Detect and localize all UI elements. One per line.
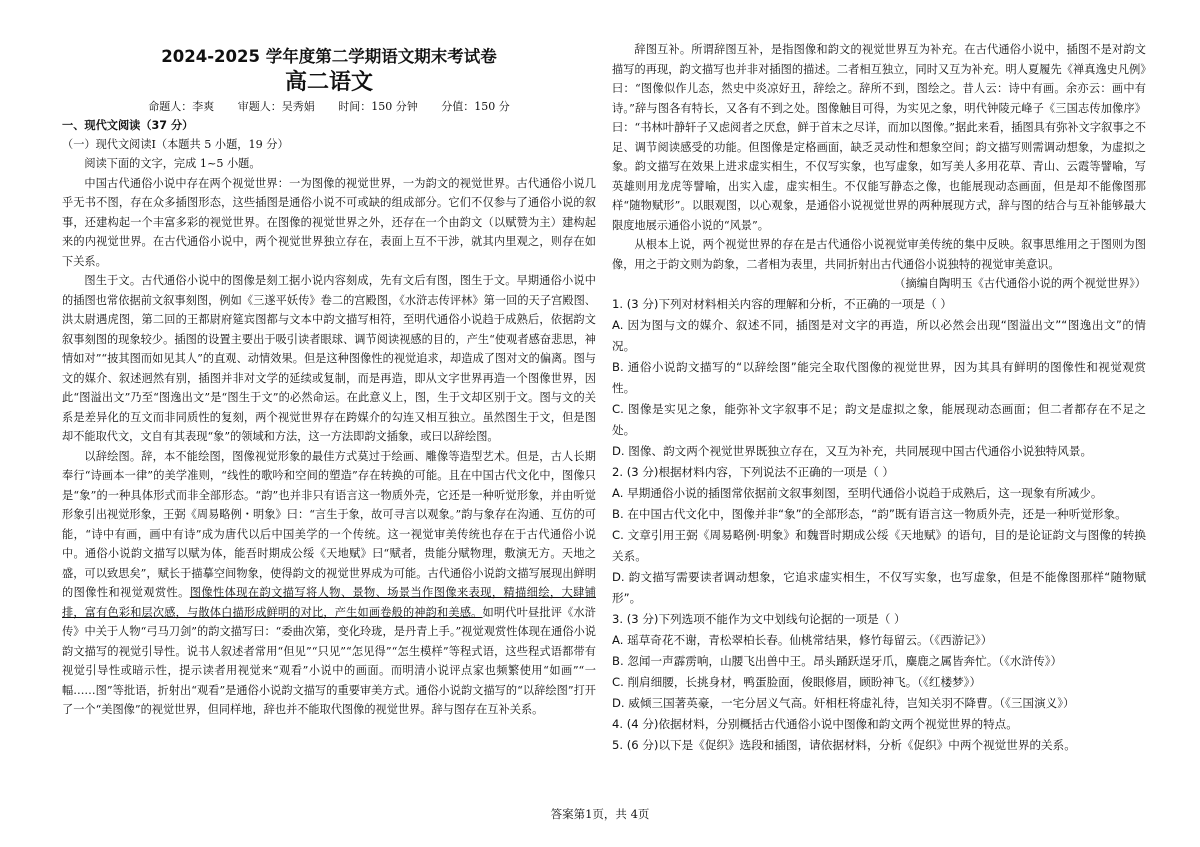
question-2 — [612, 462, 1146, 609]
section-title: 一、现代文阅读（37 分） — [62, 119, 194, 132]
question-stem: 3. (3 分)下列选项不能作为文中划线句论据的一项是（ ） — [612, 611, 906, 626]
subsection-title: （一）现代文阅读Ⅰ（本题共 5 小题，19 分） — [62, 138, 289, 151]
option-a: A. 瑶草奇花不谢，青松翠柏长春。仙桃常结果，修竹每留云。（《西游记》） — [612, 632, 993, 647]
subject-title: 高二语文 — [284, 70, 373, 95]
option-d: D. 韵文描写需要读者调动想象，它追求虚实相生，不仅写实象，也写虚象，但是不能像图那样“随物赋形”。 — [612, 569, 1146, 605]
option-a: A. 早期通俗小说的插图常依据前文叙事刻图，至明代通俗小说趋于成熟后，这一现象有所减少。 — [612, 485, 1103, 500]
left-column — [62, 40, 596, 720]
option-b: B. 通俗小说韵文描写的“以辞绘图”能完全取代图像的视觉世界，因为其具有鲜明的图像性和视觉观赏性。 — [612, 359, 1146, 395]
question-4: 4. (4 分)依据材料，分别概括古代通俗小说中图像和韵文两个视觉世界的特点。 — [612, 716, 1018, 731]
option-a: A. 因为图与文的媒介、叙述不同，插图是对文字的再造，所以必然会出现“图溢出文”“图逸出文”的情况。 — [612, 317, 1146, 353]
passage-source: （摘编自陶明玉《古代通俗小说的两个视觉世界》） — [894, 277, 1146, 290]
paragraph-3-part-b: 如明代叶昼批评《水浒传》中关于人物“弓马刀剑”的韵文描写曰：“委曲次第，变化玲珑，是丹青上手。”视觉观赏性体现在通俗小说韵文描写的视觉引导性。说书人叙述者常用“但见”“只见”“怎见得”“怎生模样”等程式语，这些程式语都带有视觉引导性或暗示性，提示读者用视觉来“观看”小说中的画面。而明清小说评点家也频繁使用“如画”“一幅……图”等批语，折射出“观看”是通俗小说韵文描写的重要审美方式。通俗小说韵文描写的“以辞绘图”打开了一个“美图像”的视觉世界，但同样地，辞也并不能取代图像的视觉世界。辞与图存在互补关系。 — [62, 605, 596, 716]
page-footer: 答案第1页，共 4页 — [550, 807, 650, 821]
option-c: C. 削肩细腰，长挑身材，鸭蛋脸面，俊眼修眉，顾盼神飞。（《红楼梦》） — [612, 674, 982, 689]
question-stem: 2. (3 分)根据材料内容，下列说法不正确的一项是（ ） — [612, 464, 895, 479]
option-b: B. 忽闻一声霹雳响，山腰飞出兽中王。昂头踊跃逞牙爪，麋鹿之属皆奔忙。（《水浒传》） — [612, 653, 1063, 668]
setter: 命题人：李爽 — [148, 100, 215, 113]
exam-title: 2024-2025 学年度第二学期语文期末考试卷 — [161, 47, 497, 66]
question-1 — [612, 294, 1146, 462]
passage-paragraph-5: 从根本上说，两个视觉世界的存在是古代通俗小说视觉审美传统的集中反映。叙事思维用之于图则为图像，用之于韵文则为韵象，二者相为表里，共同折射出古代通俗小说独特的视觉审美意识。 — [612, 238, 1146, 271]
instruction: 阅读下面的文字，完成 1~5 小题。 — [84, 157, 261, 170]
underlined-sentence: 图像性体现在韵文描写将人物、景物、场景当作图像来表现，精描细绘，大肆铺排，富有色彩和层次感，与散体白描形成鲜明的对比，产生如画卷般的神韵和美感。 — [62, 586, 596, 619]
exam-time: 时间：150 分钟 — [338, 100, 418, 113]
passage-paragraph-2: 图生于文。古代通俗小说中的图像是刻工据小说内容刻成，先有文后有图，图生于文。早期通俗小说中的插图也常依据前文叙事刻图，例如《三遂平妖传》卷二的宫殿图，《水浒志传评林》第一回的天子宫殿图、洪太尉遇虎图，第二回的王都尉府筵宾图都与文本中韵文描写相符，至明代通俗小说趋于成熟后，依据韵文叙事刻图的现象较少。插图的设置主要出于吸引读者眼球、调节阅读视感的目的，产生“使观者感奋悲思，神情如对”“披其图而如见其人”的直观、动情效果。但是这种图像性的视觉追求，却造成了图对文的偏离。图与文的媒介、叙述迥然有别，插图并非对文学的延续或复制，而是再造，即从文字世界再造一个图像世界，因此“图溢出文”乃至“图逸出文”是“图生于文”的必然命运。在此意义上，图，生于文却区别于文。图与文的关系是差异化的互文而非同质性的复刻，两个视觉世界存在跨媒介的勾连又相互独立。虽然图生于文，但是图却不能取代文，文自有其表现“象”的领域和方法，这一方法即韵文插象，或曰以辞绘图。 — [62, 274, 596, 443]
question-stem: 1. (3 分)下列对材料相关内容的理解和分析，不正确的一项是（ ） — [612, 296, 952, 311]
passage-paragraph-3 — [62, 447, 596, 720]
paragraph-3-part-a: 以辞绘图。辞，本不能绘图，图像视觉形象的最佳方式莫过于绘画、雕像等造型艺术。但是，古人长期奉行“诗画本一律”的美学准则，“线性的歌吟和空间的塑造”存在转换的可能。且在中国古代文化中，图像只是“象”的一种具体形式而非全部形态。“韵”也并非只有语言这一物质外壳，它还是一种听觉形象，并由听觉形象引出视觉形象，王弼《周易略例・明象》曰：“言生于象，故可寻言以观象。”韵与象存在沟通、互仿的可能，“诗中有画，画中有诗”成为唐代以后中国美学的一个传统。这一视觉审美传统也存在于古代通俗小说中。通俗小说韵文描写以赋为体，能吾时期成公绥《天地赋》曰“赋者，贵能分赋物理，敷演无方。天地之盛，可以致思矣”，赋长于描摹空间物象，使得韵文的视觉世界成为可能。古代通俗小说韵文描写展现出鲜明的图像性和视觉观赏性。 — [62, 449, 596, 599]
option-b: B. 在中国古代文化中，图像并非“象”的全部形态，“韵”既有语言这一物质外壳，还是一种听觉形象。 — [612, 506, 1127, 521]
option-d: D. 图像、韵文两个视觉世界既独立存在，又互为补充，共同展现中国古代通俗小说独特风景。 — [612, 443, 1093, 458]
question-3 — [612, 609, 1146, 714]
passage-paragraph-1: 中国古代通俗小说中存在两个视觉世界：一为图像的视觉世界，一为韵文的视觉世界。古代通俗小说几乎无书不图，存在众多插图形态，这些插图是通俗小说不可或缺的组成部分。它们不仅参与了通俗小说的叙事，还建构起一个丰富多彩的视觉世界。在图像的视觉世界之外，还存在一个由韵文（以赋赞为主）建构起来的内视觉世界。在古代通俗小说中，两个视觉世界独立存在，表面上互不干涉，就其内里观之，则存在如下关系。 — [62, 176, 596, 268]
option-c: C. 图像是实见之象，能弥补文字叙事不足；韵文是虚拟之象，能展现动态画面；但二者都存在不足之处。 — [612, 401, 1146, 437]
question-5: 5. (6 分)以下是《促织》选段和插图，请依据材料，分析《促织》中两个视觉世界的关系。 — [612, 737, 1076, 752]
exam-meta — [62, 98, 596, 116]
passage-paragraph-4: 辞图互补。所谓辞图互补，是指图像和韵文的视觉世界互为补充。在古代通俗小说中，插图不是对韵文描写的再现，韵文描写也并非对插图的描述。二者相互独立，同时又互为补充。明人夏履先《禅真逸史凡例》曰：“图像似作儿态，然史中炎凉好丑，辞绘之。辞所不到，图绘之。昔人云：诗中有画。余亦云：画中有诗。”辞与图各有特长，又各有不到之处。图像触目可得，为实见之象，明代钟陵元峰子《三国志传加像序》曰：“书林叶静轩子又虑阅者之厌怠，鲜于首末之尽详，而加以图像。”据此来看，插图具有弥补文字叙事之不足、调节阅读感受的功能。但图像是定格画面，缺乏灵动性和想象空间；韵文描写则需调动想象，为虚拟之象。韵文描写在效果上进求虚实相生，不仅写实象，也写虚象，如写美人多用花草、青山、云霞等譬喻，写英雄则用龙虎等譬喻，出实入虚，虚实相生。不仅能写静态之像，也能展现动态画面，但是却不能像图那样“随物赋形”。以眼观图，以心观象，是通俗小说视觉世界的两种展现方式，辞与图的结合与互补能够最大限度地展示通俗小说的“风景”。 — [612, 43, 1146, 232]
option-d: D. 威倾三国著英豪，一宅分居义气高。奸相枉将虚礼待，岂知关羽不降曹。（《三国演义》） — [612, 695, 1075, 710]
reviewer: 审题人：吴秀娟 — [237, 100, 315, 113]
right-column — [612, 40, 1146, 756]
exam-score: 分值：150 分 — [441, 100, 510, 113]
option-c: C. 文章引用王弼《周易略例·明象》和魏晋时期成公绥《天地赋》的语句，目的是论证韵文与图像的转换关系。 — [612, 527, 1146, 563]
